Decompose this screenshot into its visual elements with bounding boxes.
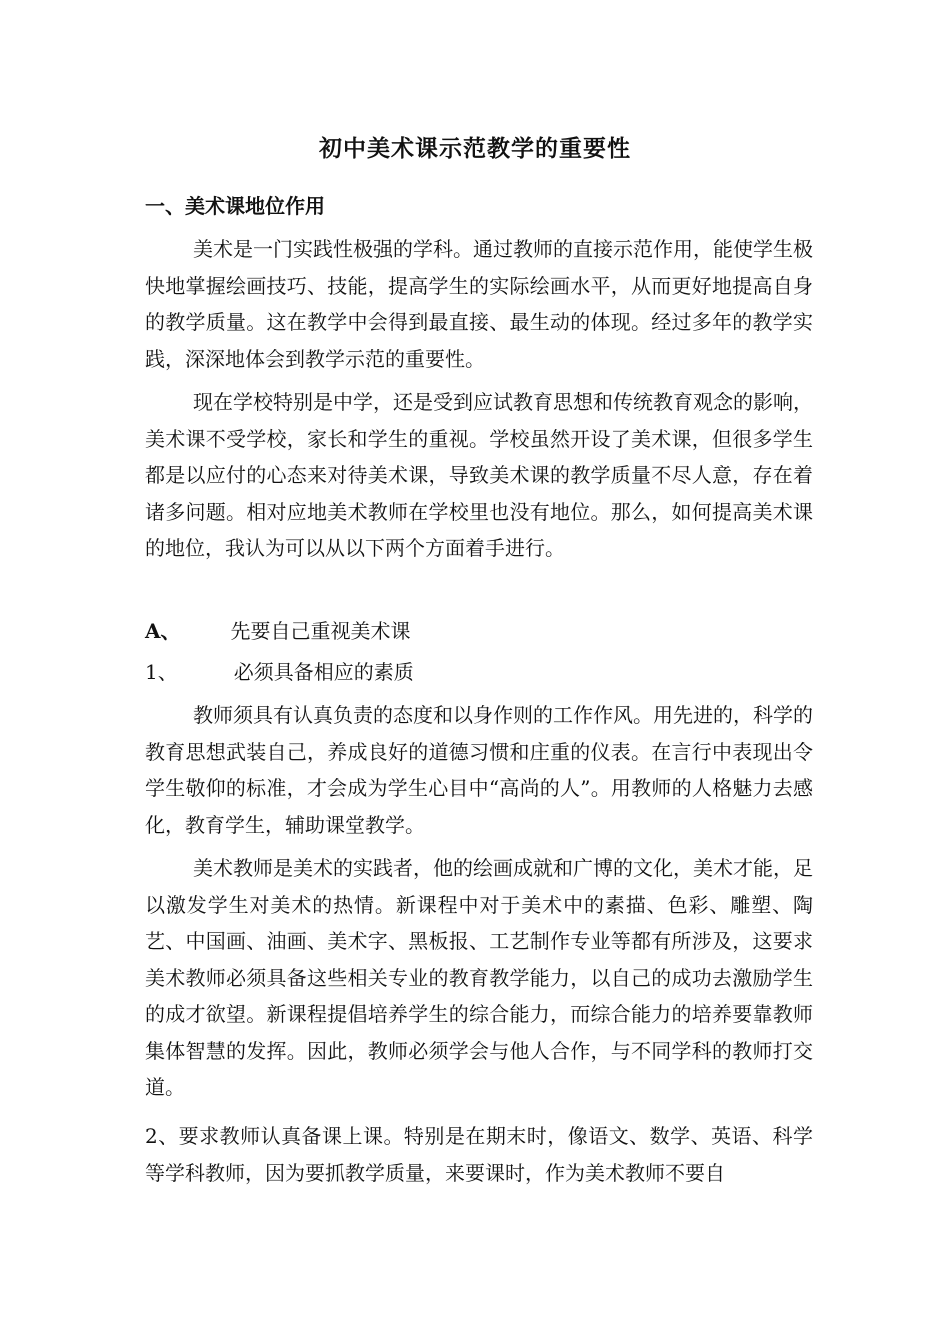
paragraph-1: 美术是一门实践性极强的学科。通过教师的直接示范作用，能使学生极快地掌握绘画技巧、技能，提高学生的实际绘画水平，从而更好地提高自身的教学质量。这在教学中会得到最直接、最生动的体现。经过多年的教学实践，深深地体会到教学示范的重要性。 [145,237,813,371]
subsection-a-text: 先要自己重视美术课 [230,619,411,643]
paragraph-4: 美术教师是美术的实践者，他的绘画成就和广博的文化，美术才能，足以激发学生对美术的热情。新课程中对于美术中的素描、色彩、雕塑、陶艺、中国画、油画、美术字、黑板报、工艺制作专业等都有所涉及，这要求美术教师必须具备这些相关专业的教育教学能力，以自己的成功去激励学生的成才欲望。新课程提倡培养学生的综合能力，而综合能力的培养要靠教师集体智慧的发挥。因此，教师必须学会与他人合作，与不同学科的教师打交道。 [145,856,813,1099]
item-1-text: 必须具备相应的素质 [233,660,414,684]
paragraph-2: 现在学校特别是中学，还是受到应试教育思想和传统教育观念的影响，美术课不受学校，家长和学生的重视。学校虽然开设了美术课，但很多学生都是以应付的心态来对待美术课，导致美术课的教学质量不尽人意，存在着诸多问题。相对应地美术教师在学校里也没有地位。那么，如何提高美术课的地位，我认为可以从以下两个方面着手进行。 [145,390,813,560]
paragraph-3: 教师须具有认真负责的态度和以身作则的工作作风。用先进的，科学的教育思想武装自己，养成良好的道德习惯和庄重的仪表。在言行中表现出令学生敬仰的标准，才会成为学生心目中“高尚的人”。用教师的人格魅力去感化，教育学生，辅助课堂教学。 [145,703,813,837]
paragraph-5: 2、要求教师认真备课上课。特别是在期末时，像语文、数学、英语、科学等学科教师，因为要抓教学质量，来要课时，作为美术教师不要自 [145,1124,813,1185]
subsection-a [145,616,411,646]
document-title: 初中美术课示范教学的重要性 [319,135,631,162]
item-1 [145,657,414,687]
item-1-marker: 1、 [145,660,178,684]
section-heading: 一、美术课地位作用 [145,194,325,218]
subsection-a-marker: A、 [145,619,181,643]
